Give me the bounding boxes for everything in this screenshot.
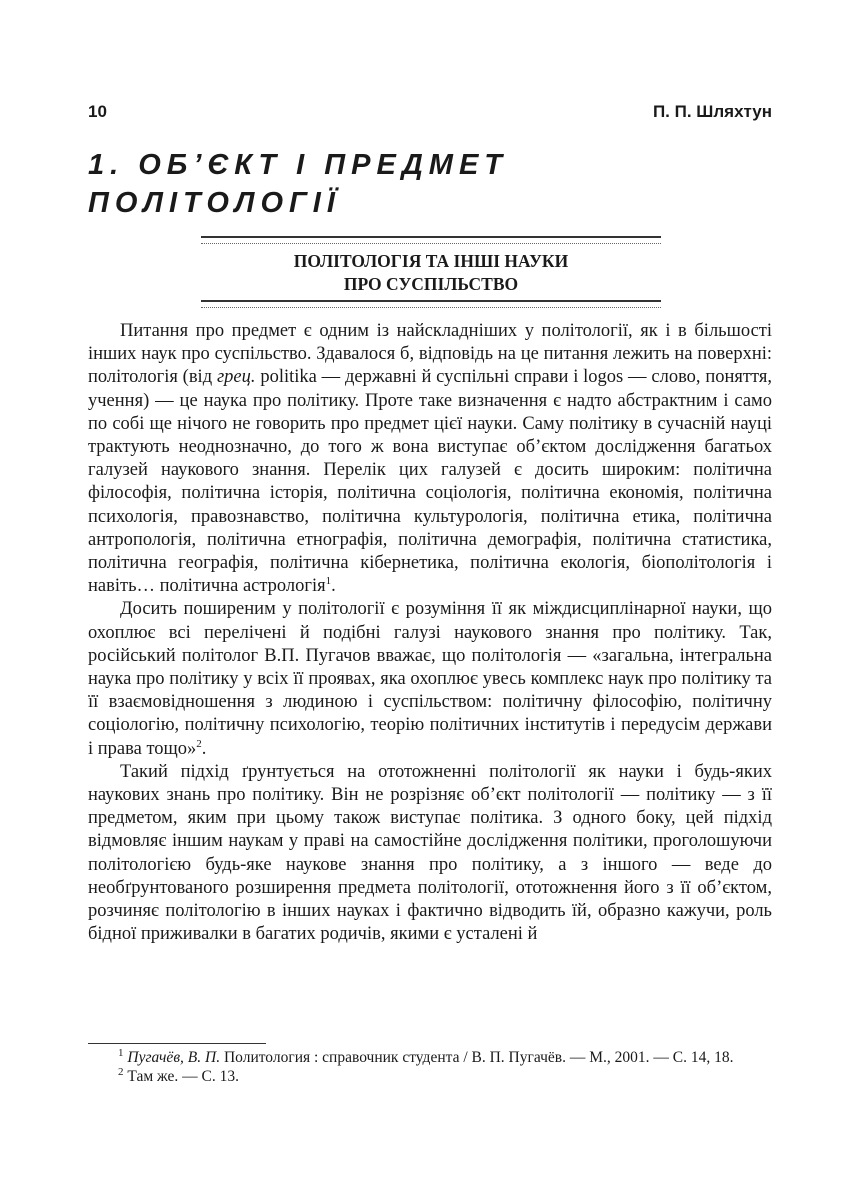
paragraph: [88, 320, 772, 598]
footnote-number: 2: [118, 1065, 124, 1078]
paragraph: [88, 761, 772, 947]
paragraph: [88, 598, 772, 760]
section-title-line: ПРО СУСПІЛЬСТВО: [343, 274, 519, 294]
paragraph-text: politika — державні й суспільні справи і logos — слово, поняття, учення) — це наука про політику. Проте таке визначення є надто абстрактним і само по собі ще нічого не говорить про предмет цієї науки. Саму політику в сучасній науці трактують неоднозначно, до того ж вона виступає об’єктом дослідження багатьох галузей наукового знання. Перелік цих галузей є досить широким: політична філософія, політична історія, політична соціологія, політична економія, політична психологія, правознавство, політична культурологія, політична етика, політична антропологія, політична етнографія, політична демографія, політична статистика, політична географія, політична кібернетика, політична екологія, біополітологія і навіть… політична астрологія: [88, 367, 772, 597]
footnote-text: Там же. — С. 13.: [127, 1068, 239, 1085]
chapter-title: [88, 146, 772, 222]
paragraph-text: .: [201, 738, 207, 759]
paragraph-text: Питання про предмет є одним із найскладніших у політології, як і в більшості інших наук про суспільство. Здавалося б, відповідь на це питання лежить на поверхні: політологія (від: [88, 321, 772, 388]
running-author: П. П. Шляхтун: [652, 102, 772, 121]
body-text: [88, 320, 772, 946]
chapter-title-line: 1. ОБ’ЄКТ І ПРЕДМЕТ: [88, 149, 509, 181]
footnote-author: Пугачёв, В. П.: [127, 1049, 221, 1066]
footnote-number: 1: [118, 1046, 124, 1059]
footnote-ref: 1: [325, 575, 332, 588]
footnote: [88, 1048, 772, 1067]
footnote-text: Политология : справочник студента / В. П. Пугачёв. — М., 2001. — С. 14, 18.: [220, 1049, 734, 1066]
page-number: 10: [88, 102, 107, 121]
footnotes: [88, 1048, 772, 1086]
section-rule-top: [201, 236, 661, 244]
paragraph-text: Такий підхід ґрунтується на ототожненні політології як науки і будь-яких наукових знань про політику. Він не розрізняє об’єкт політології — політику — з її предметом, яким при цьому також виступає політика. З одного боку, цей підхід відмовляє іншим наукам у праві на самостійне дослідження політики, проголошуючи політологією будь-яке наукове знання про політику, а з іншого — веде до необґрунтованого розширення предмета політології, ототожнення його з її об’єктом, розчиняє політологію в інших науках і фактично відводить їй, образно кажучи, роль бідної приживалки в багатих родичів, якими є усталені й: [88, 761, 772, 945]
section-rule-bottom: [201, 300, 661, 308]
paragraph-text: Досить поширеним у політології є розуміння її як міждисциплінарної науки, що охоплює всі перелічені й подібні галузі наукового знання про політику. Так, російський політолог В.П. Пугачов вважає, що політологія — «загальна, інтегральна наука про політику у всіх її проявах, яка охоплює увесь комплекс наук про політику та її взаємовідношення з людиною і суспільством: політичну філософію, політичну соціологію, політичну психологію, теорію політичних інститутів і передусім держави і права тощо»: [88, 599, 772, 759]
footnote: [88, 1067, 772, 1086]
book-page: [88, 0, 772, 1200]
footnote-divider: [88, 1043, 266, 1044]
footnote-ref: 2: [196, 737, 202, 750]
paragraph-text: .: [331, 576, 336, 597]
chapter-title-line: ПОЛІТОЛОГІЇ: [88, 187, 341, 219]
section-title: [188, 250, 674, 296]
section-title-line: ПОЛІТОЛОГІЯ ТА ІНШІ НАУКИ: [293, 251, 569, 271]
running-header: [88, 102, 772, 126]
italic-abbreviation: грец.: [216, 367, 256, 388]
